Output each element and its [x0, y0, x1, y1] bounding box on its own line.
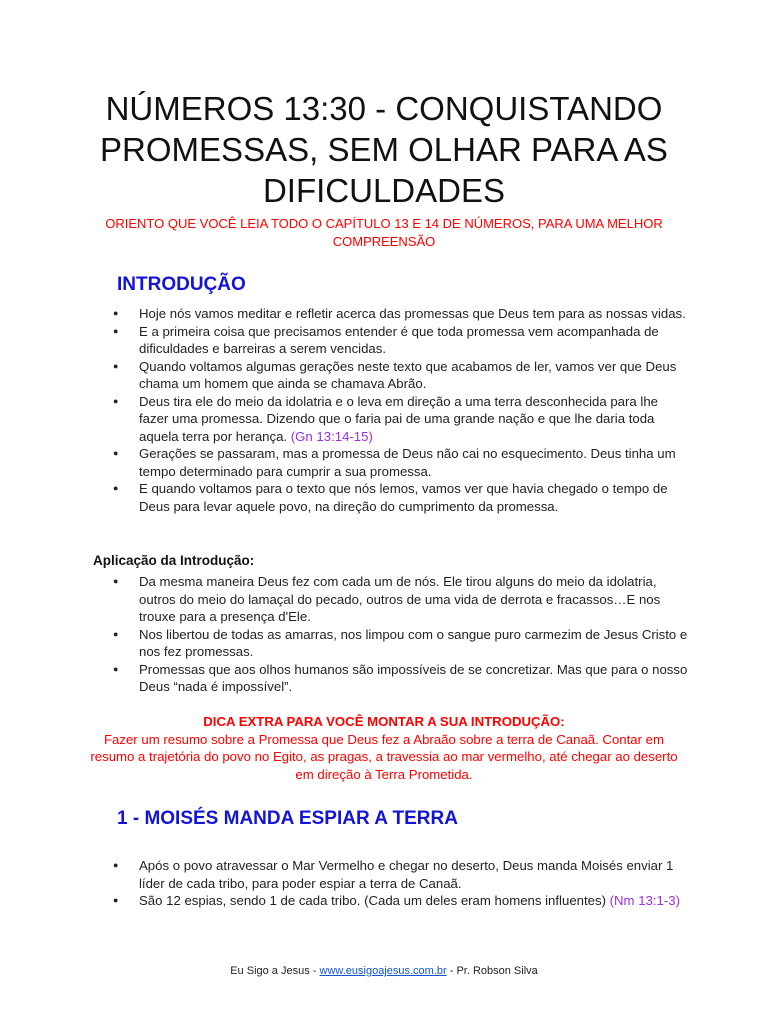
footer-prefix: Eu Sigo a Jesus -	[230, 965, 320, 977]
application-heading: Aplicação da Introdução:	[93, 553, 255, 568]
list-item	[108, 573, 688, 626]
list-item	[108, 358, 688, 393]
page-title: NÚMEROS 13:30 - CONQUISTANDO PROMESSAS, SEM OLHAR PARA AS DIFICULDADES	[100, 90, 668, 209]
list-item-text: Gerações se passaram, mas a promessa de Deus não cai no esquecimento. Deus tinha um tempo determinado para cumprir a sua promessa.	[139, 446, 676, 479]
extra-tip-body: Fazer um resumo sobre a Promessa que Deus fez a Abraão sobre a terra de Canaã. Contar em resumo a trajetória do povo no Egito, as pragas, a travessia ao mar vermelho, até chegar ao deserto em direção à Terra Prometida.	[90, 731, 678, 782]
list-item	[108, 323, 688, 358]
list-item	[108, 445, 688, 480]
intro-list	[108, 305, 688, 515]
reading-instruction: ORIENTO QUE VOCÊ LEIA TODO O CAPÍTULO 13 E 14 DE NÚMEROS, PARA UMA MELHOR COMPREENSÃO	[105, 216, 663, 249]
section-1-heading: 1 - MOISÉS MANDA ESPIAR A TERRA	[117, 808, 458, 829]
section-1-list	[108, 857, 688, 910]
page-footer	[0, 965, 768, 977]
list-item-text: São 12 espias, sendo 1 de cada tribo. (Cada um deles eram homens influentes)	[139, 893, 610, 908]
list-item-text: E a primeira coisa que precisamos entender é que toda promessa vem acompanhada de dificuldades e barreiras a serem vencidas.	[139, 323, 659, 356]
list-item	[108, 305, 688, 323]
bible-reference: (Nm 13:1-3)	[609, 893, 680, 908]
list-item-text: Hoje nós vamos meditar e refletir acerca das promessas que Deus tem para as nossas vidas.	[139, 306, 686, 321]
website-link[interactable]: www.eusigoajesus.com.br	[319, 965, 447, 977]
list-item-text: Da mesma maneira Deus fez com cada um de nós. Ele tirou alguns do meio da idolatria, outros do meio do lamaçal do pecado, outros de uma vida de derrota e fracassos…E nos trouxe para a presença d'Ele.	[139, 574, 661, 624]
list-item	[108, 626, 688, 661]
list-item-text: E quando voltamos para o texto que nós lemos, vamos ver que havia chegado o tempo de Deus para levar aquele povo, na direção do cumprimento da promessa.	[139, 481, 668, 514]
list-item-text: Deus tira ele do meio da idolatria e o leva em direção a uma terra desconhecida para lhe fazer uma promessa. Dizendo que o faria pai de uma grande nação e que lhe daria toda aquela terra por herança.	[139, 393, 659, 444]
extra-tip	[90, 713, 678, 783]
list-item	[108, 892, 688, 910]
extra-tip-title: DICA EXTRA PARA VOCÊ MONTAR A SUA INTRODUÇÃO:	[203, 714, 565, 729]
list-item-text: Promessas que aos olhos humanos são impossíveis de se concretizar. Mas que para o nosso Deus “nada é impossível”.	[139, 661, 688, 694]
list-item	[108, 661, 688, 696]
list-item	[108, 393, 688, 446]
intro-heading: INTRODUÇÃO	[117, 274, 246, 295]
application-list	[108, 573, 688, 696]
list-item-text: Após o povo atravessar o Mar Vermelho e chegar no deserto, Deus manda Moisés enviar 1 líder de cada tribo, para poder espiar a terra de Canaã.	[139, 858, 674, 891]
list-item	[108, 480, 688, 515]
bible-reference: (Gn 13:14-15)	[290, 428, 373, 444]
list-item-text: Nos libertou de todas as amarras, nos limpou com o sangue puro carmezim de Jesus Cristo e nos fez promessas.	[139, 626, 688, 659]
footer-suffix: - Pr. Robson Silva	[446, 965, 538, 977]
list-item-text: Quando voltamos algumas gerações neste texto que acabamos de ler, vamos ver que Deus chama um homem que ainda se chamava Abrão.	[139, 358, 677, 391]
list-item	[108, 857, 688, 892]
